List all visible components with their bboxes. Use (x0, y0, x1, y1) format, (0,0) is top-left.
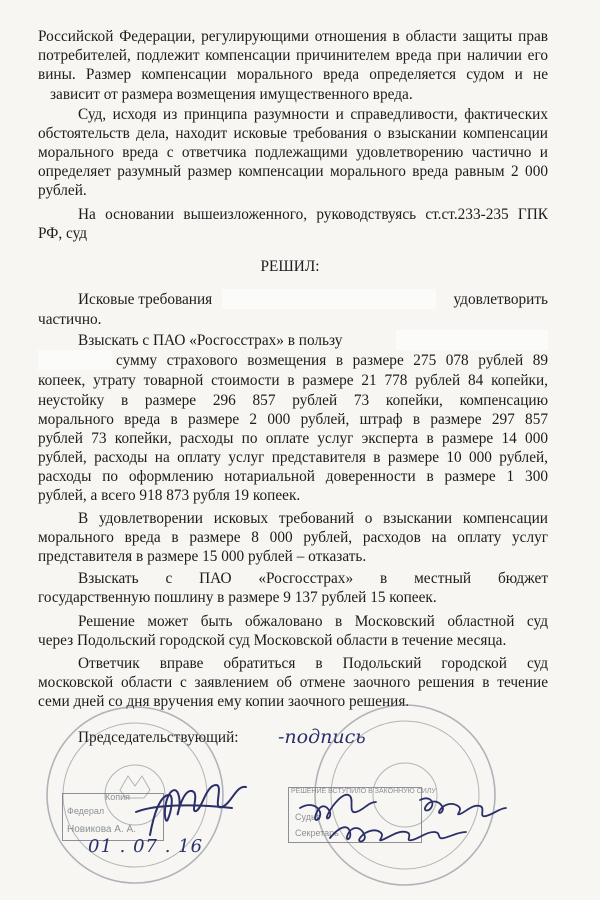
text-line: рублей. (38, 182, 87, 199)
text-line: морального вреда в размере 8 000 рублей, расходов на оплату услуг (38, 529, 548, 546)
text-line: Исковые требования (78, 291, 213, 308)
stamp-text: Копия (105, 792, 131, 802)
stamp-text: Секретарь (295, 828, 339, 838)
text-line: через Подольский городской суд Московской области в течение месяца. (38, 632, 507, 649)
stamp-text: Федерал (67, 806, 105, 816)
stamp-text: РЕШЕНИЕ ВСТУПИЛО В ЗАКОННУЮ СИЛУ (291, 788, 436, 795)
text-line: Взыскать с ПАО «Росгосстрах» в пользу (78, 332, 343, 349)
stamp-text: Новикова А. А. (67, 824, 136, 835)
text-line: неустойку в размере 296 857 рублей 73 копейки, компенсацию (38, 392, 548, 409)
text-line: На основании вышеизложенного, руководствуясь ст.ст.233-235 ГПК (78, 206, 548, 223)
decision-heading: РЕШИЛ: (260, 258, 320, 275)
signature-label: Председательствующий: (78, 729, 239, 746)
text-line: Российской Федерации, регулирующими отношения в области защиты прав (38, 28, 548, 45)
text-line: семи дней со дня вручения ему копии заочного решения. (38, 693, 410, 710)
text-line: Суд, исходя из принципа разумности и справедливости, фактических (78, 106, 548, 123)
text-line: расходы по оформлению нотариальной доверенности в размере 1 300 (38, 468, 548, 485)
text-line: рублей 73 копейки, расходы по оплате услуг эксперта в размере 14 000 (38, 430, 548, 447)
text-line: Взыскать с ПАО «Росгосстрах» в местный бюджет (78, 570, 548, 587)
text-line: обстоятельств дела, находит исковые требования о взыскании компенсации (38, 125, 548, 142)
text-line: сумму страхового возмещения в размере 275 078 рублей 89 (116, 352, 548, 369)
text-line: потребителей, подлежит компенсации причинителем вреда при наличии его (38, 47, 548, 64)
text-line: Решение может быть обжаловано в Московский областной суд (78, 613, 548, 630)
text-line: частично. (38, 311, 102, 328)
text-line: Ответчик вправе обратиться в Подольский городской суд (78, 655, 548, 672)
text-line: рублей, расходы на оплату услуг представителя в размере 10 000 рублей, (38, 449, 548, 466)
text-line: московской области с заявлением об отмене заочного решения в течение (38, 674, 548, 691)
text-line: В удовлетворении исковых требований о взыскании компенсации (78, 510, 548, 527)
text-line: определяет разумный размер компенсации морального вреда равным 2 000 (38, 163, 548, 180)
text-line: вины. Размер компенсации морального вреда определяется судом и не (38, 66, 548, 83)
handwritten-date: 01 . 07 . 16 (88, 836, 204, 857)
text-line: удовлетворить (453, 291, 548, 308)
handwritten-signature (136, 785, 246, 835)
text-line: морального вреда в размере 2 000 рублей, штраф в размере 297 857 (38, 411, 548, 428)
stamp-text: Судья (295, 812, 321, 822)
text-line: РФ, суд (38, 225, 88, 242)
text-line: государственную пошлину в размере 9 137 рублей 15 копеек. (38, 589, 437, 606)
text-line: рублей, а всего 918 873 рубля 19 копеек. (38, 487, 301, 504)
text-line: копеек, утрату товарной стоимости в размере 21 778 рублей 84 копейки, (38, 372, 548, 389)
text-line: представителя в размере 15 000 рублей – отказать. (38, 548, 367, 565)
round-seal-right (315, 705, 495, 885)
text-line: зависит от размера возмещения имущественного вреда. (50, 86, 413, 103)
text-line: морального вреда с ответчика подлежащими удовлетворению частично и (38, 144, 548, 161)
handwritten-podpis: -подпись (278, 726, 366, 748)
